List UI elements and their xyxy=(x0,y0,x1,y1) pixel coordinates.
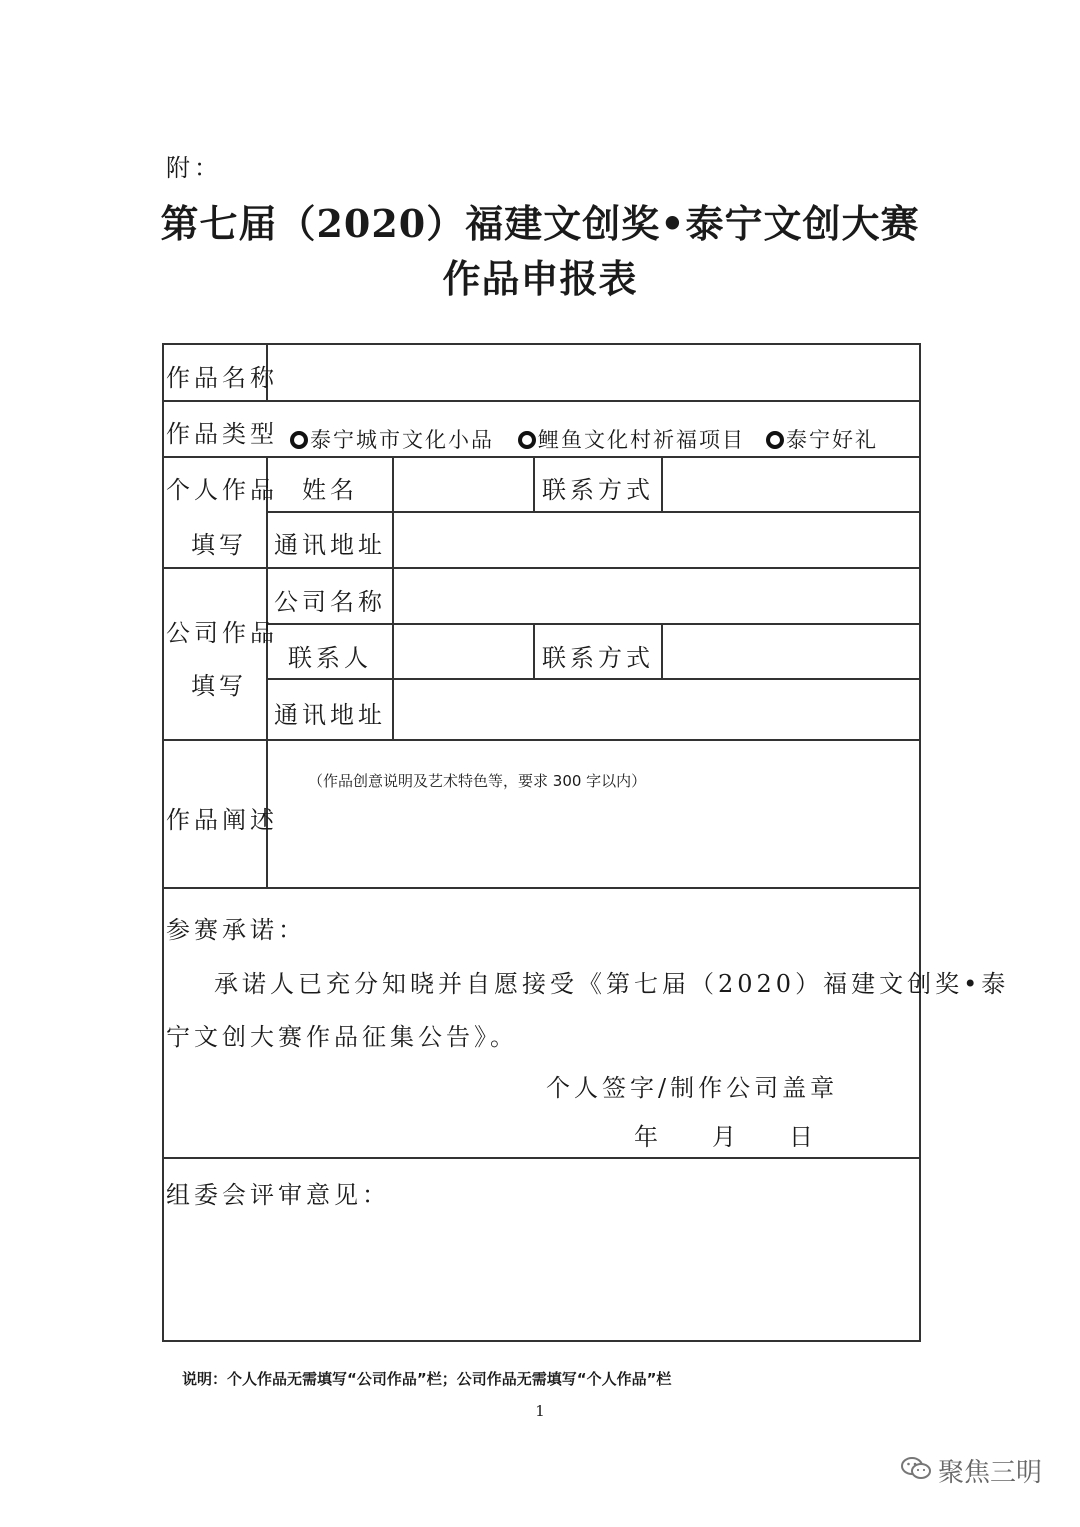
review-label: 组委会评审意见： xyxy=(166,1181,390,1209)
radio-selected-icon xyxy=(518,431,536,449)
row-divider xyxy=(266,678,921,680)
description-hint: （作品创意说明及艺术特色等，要求 300 字以内） xyxy=(308,772,647,790)
column-divider xyxy=(392,567,394,624)
column-divider xyxy=(661,623,663,679)
work-type-option-1-label: 泰宁城市文化小品 xyxy=(310,428,494,452)
contact-field[interactable] xyxy=(664,458,918,510)
column-divider xyxy=(533,456,535,512)
column-divider xyxy=(533,623,535,679)
form-border-top xyxy=(162,343,921,345)
work-type-option-1[interactable] xyxy=(290,424,494,454)
date-year-label: 年 xyxy=(634,1123,662,1151)
review-field[interactable] xyxy=(166,1210,916,1336)
row-divider xyxy=(162,1157,921,1159)
company-name-label: 公司名称 xyxy=(274,588,386,616)
work-name-label: 作品名称 xyxy=(166,364,278,392)
document-title-line1: 第七届（2020）福建文创奖•泰宁文创大赛 xyxy=(160,201,920,246)
row-divider xyxy=(162,887,921,889)
row-divider xyxy=(162,567,921,569)
wechat-icon xyxy=(900,1455,932,1481)
name-field[interactable] xyxy=(395,458,531,510)
company-address-field[interactable] xyxy=(395,682,918,737)
form-border-left xyxy=(162,343,164,1341)
company-section-label-line2: 填写 xyxy=(191,672,247,700)
pledge-title: 参赛承诺： xyxy=(166,916,306,944)
work-type-option-3-label: 泰宁好礼 xyxy=(786,428,878,452)
work-type-option-2[interactable] xyxy=(518,424,745,454)
description-field[interactable] xyxy=(270,742,918,886)
row-divider xyxy=(162,739,921,741)
attachment-label: 附： xyxy=(166,154,222,182)
address-field[interactable] xyxy=(395,514,918,566)
name-label: 姓名 xyxy=(302,476,358,504)
row-divider xyxy=(162,400,921,402)
contact-person-label: 联系人 xyxy=(288,644,372,672)
address-label: 通讯地址 xyxy=(274,531,386,559)
company-name-field[interactable] xyxy=(395,570,918,622)
work-type-option-2-label: 鲤鱼文化村祈福项目 xyxy=(538,428,745,452)
page-number: 1 xyxy=(535,1402,545,1420)
individual-section-label-line2: 填写 xyxy=(191,531,247,559)
footnote: 说明：个人作品无需填写“公司作品”栏；公司作品无需填写“个人作品”栏 xyxy=(182,1370,672,1388)
work-name-field[interactable] xyxy=(270,346,918,400)
column-divider xyxy=(392,623,394,740)
form-border-bottom xyxy=(162,1340,921,1342)
form-border-right xyxy=(919,343,921,1341)
company-address-label: 通讯地址 xyxy=(274,701,386,729)
company-contact-label: 联系方式 xyxy=(542,644,654,672)
document-title-line2: 作品申报表 xyxy=(442,256,638,301)
description-label: 作品阐述 xyxy=(166,806,278,834)
date-month-label: 月 xyxy=(712,1123,740,1151)
work-type-option-3[interactable] xyxy=(766,424,878,454)
pledge-text-line2: 宁文创大赛作品征集公告》。 xyxy=(166,1023,518,1051)
contact-label: 联系方式 xyxy=(542,476,654,504)
date-day-label: 日 xyxy=(789,1123,817,1151)
watermark-text: 聚焦三明 xyxy=(938,1458,1043,1488)
row-divider xyxy=(266,511,921,513)
signature-label: 个人签字/制作公司盖章 xyxy=(546,1074,839,1102)
individual-section-label-line1: 个人作品 xyxy=(166,476,278,504)
radio-selected-icon xyxy=(290,431,308,449)
radio-selected-icon xyxy=(766,431,784,449)
company-contact-field[interactable] xyxy=(664,626,918,678)
column-divider xyxy=(392,456,394,512)
pledge-text-line1: 承诺人已充分知晓并自愿接受《第七届（2020）福建文创奖•泰 xyxy=(214,970,1010,998)
column-divider xyxy=(392,511,394,568)
company-section-label-line1: 公司作品 xyxy=(166,619,278,647)
contact-person-field[interactable] xyxy=(395,626,531,678)
column-divider xyxy=(661,456,663,512)
row-divider xyxy=(266,623,921,625)
work-type-label: 作品类型 xyxy=(166,420,278,448)
